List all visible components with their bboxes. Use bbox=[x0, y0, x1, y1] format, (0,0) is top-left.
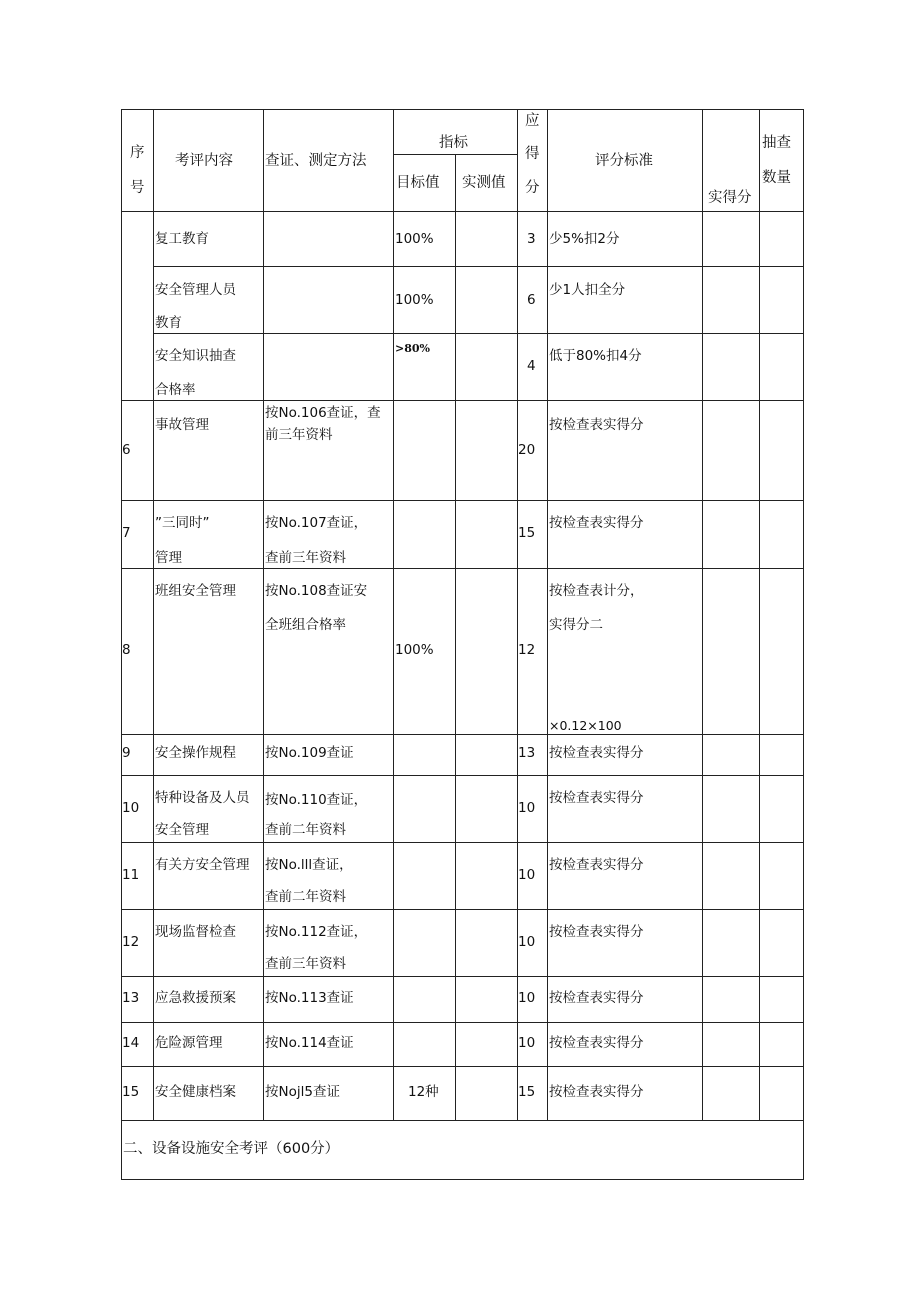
row-score: 15 bbox=[518, 1084, 536, 1100]
row-score: 10 bbox=[518, 1035, 536, 1051]
row-number: 10 bbox=[122, 800, 140, 816]
section-title: 二、设备设施安全考评（600分） bbox=[123, 1141, 340, 1157]
row-criteria: 少1人扣全分 bbox=[549, 282, 626, 298]
row-score: 13 bbox=[518, 745, 536, 761]
row-method: 按No.107查证， bbox=[265, 515, 368, 531]
row-line bbox=[153, 333, 804, 334]
row-content: 现场监督检查 bbox=[155, 924, 236, 940]
row-criteria: 按检查表实得分 bbox=[549, 515, 644, 531]
row-method: 按No.114查证 bbox=[265, 1035, 354, 1051]
col-line bbox=[263, 109, 264, 1120]
col-line bbox=[517, 109, 518, 1120]
row-method: 按No.110查证， bbox=[265, 792, 368, 808]
row-content: 危险源管理 bbox=[155, 1035, 223, 1051]
header-score: 应 bbox=[525, 113, 540, 129]
row-criteria: 按检查表计分， bbox=[549, 583, 644, 599]
row-method: 查前二年资料 bbox=[265, 889, 346, 905]
row-criteria: 按检查表实得分 bbox=[549, 745, 644, 761]
header-check-count: 数量 bbox=[762, 170, 791, 186]
row-content: 有关方安全管理 bbox=[155, 857, 250, 873]
row-method: 查前三年资料 bbox=[265, 956, 346, 972]
row-content: 安全管理 bbox=[155, 822, 209, 838]
row-number: 12 bbox=[122, 934, 140, 950]
row-number: 6 bbox=[122, 442, 131, 458]
row-criteria: 按检查表实得分 bbox=[549, 990, 644, 1006]
row-method: 按No.113查证 bbox=[265, 990, 354, 1006]
row-target: >80% bbox=[395, 342, 430, 355]
row-score: 12 bbox=[518, 642, 536, 658]
col-line bbox=[153, 109, 154, 1120]
header-measured: 实测值 bbox=[462, 175, 506, 191]
row-criteria: 按检查表实得分 bbox=[549, 417, 644, 433]
row-score: 4 bbox=[527, 358, 536, 374]
header-criteria: 评分标准 bbox=[595, 153, 653, 169]
row-content: 合格率 bbox=[155, 382, 196, 398]
row-content: 应急救援预案 bbox=[155, 990, 236, 1006]
row-content: 教育 bbox=[155, 315, 182, 331]
row-method: 按No.112查证， bbox=[265, 924, 368, 940]
row-method: 按No.109查证 bbox=[265, 745, 354, 761]
row-number: 15 bbox=[122, 1084, 140, 1100]
row-criteria: 按检查表实得分 bbox=[549, 857, 644, 873]
col-line bbox=[702, 109, 703, 1120]
row-criteria: 低于80%扣4分 bbox=[549, 348, 642, 364]
row-score: 10 bbox=[518, 800, 536, 816]
row-criteria-formula: ×0.12×100 bbox=[549, 718, 622, 733]
header-seq: 序 bbox=[130, 145, 145, 161]
row-content: 管理 bbox=[155, 550, 182, 566]
row-content: 班组安全管理 bbox=[155, 583, 236, 599]
row-method: 查前三年资料 bbox=[265, 550, 346, 566]
row-criteria: 少5%扣2分 bbox=[549, 231, 620, 247]
row-number: 13 bbox=[122, 990, 140, 1006]
header-check-count: 抽查 bbox=[762, 135, 791, 151]
row-content: 安全健康档案 bbox=[155, 1084, 236, 1100]
row-criteria: 按检查表实得分 bbox=[549, 790, 644, 806]
header-indicator: 指标 bbox=[439, 135, 468, 151]
row-criteria: 实得分二 bbox=[549, 617, 603, 633]
header-seq: 号 bbox=[130, 180, 145, 196]
header-method: 查证、测定方法 bbox=[265, 153, 367, 169]
row-number: 11 bbox=[122, 867, 140, 883]
row-content: 安全操作规程 bbox=[155, 745, 236, 761]
header-score: 分 bbox=[525, 180, 540, 196]
row-method: 全班组合格率 bbox=[265, 617, 346, 633]
row-line bbox=[153, 266, 804, 267]
row-number: 14 bbox=[122, 1035, 140, 1051]
row-content: 特种设备及人员 bbox=[155, 790, 250, 806]
row-method: 按No.106查证，查 bbox=[265, 405, 381, 421]
row-score: 10 bbox=[518, 990, 536, 1006]
row-content: 安全知识抽查 bbox=[155, 348, 236, 364]
col-line bbox=[759, 109, 760, 1120]
row-method: 按Nojl5查证 bbox=[265, 1084, 340, 1100]
row-target: 100% bbox=[395, 292, 434, 308]
table-border-bottom bbox=[121, 1179, 804, 1180]
row-number: 8 bbox=[122, 642, 131, 658]
header-content: 考评内容 bbox=[175, 153, 233, 169]
row-score: 3 bbox=[527, 231, 536, 247]
row-criteria: 按检查表实得分 bbox=[549, 1035, 644, 1051]
row-target: 100% bbox=[395, 231, 434, 247]
row-content: ”三同时” bbox=[155, 515, 210, 531]
row-score: 15 bbox=[518, 525, 536, 541]
row-method: 按No.lll查证， bbox=[265, 857, 353, 873]
evaluation-table bbox=[121, 109, 804, 1180]
row-score: 10 bbox=[518, 934, 536, 950]
row-number: 7 bbox=[122, 525, 131, 541]
col-line bbox=[455, 154, 456, 1120]
row-criteria: 按检查表实得分 bbox=[549, 1084, 644, 1100]
col-line bbox=[547, 109, 548, 1120]
row-score: 10 bbox=[518, 867, 536, 883]
row-target: 12种 bbox=[408, 1084, 439, 1100]
row-content: 事故管理 bbox=[155, 417, 209, 433]
row-method: 前三年资料 bbox=[265, 427, 333, 443]
row-content: 复工教育 bbox=[155, 231, 209, 247]
row-method: 按No.108查证安 bbox=[265, 583, 368, 599]
row-target: 100% bbox=[395, 642, 434, 658]
col-line bbox=[393, 109, 394, 1120]
row-content: 安全管理人员 bbox=[155, 282, 236, 298]
row-score: 20 bbox=[518, 442, 536, 458]
header-target: 目标值 bbox=[396, 175, 440, 191]
row-line bbox=[121, 1120, 804, 1121]
header-score: 得 bbox=[525, 146, 540, 162]
row-number: 9 bbox=[122, 745, 131, 761]
row-method: 查前二年资料 bbox=[265, 822, 346, 838]
header-actual: 实得分 bbox=[708, 190, 752, 206]
row-criteria: 按检查表实得分 bbox=[549, 924, 644, 940]
table-border-right bbox=[803, 109, 804, 1180]
row-score: 6 bbox=[527, 292, 536, 308]
